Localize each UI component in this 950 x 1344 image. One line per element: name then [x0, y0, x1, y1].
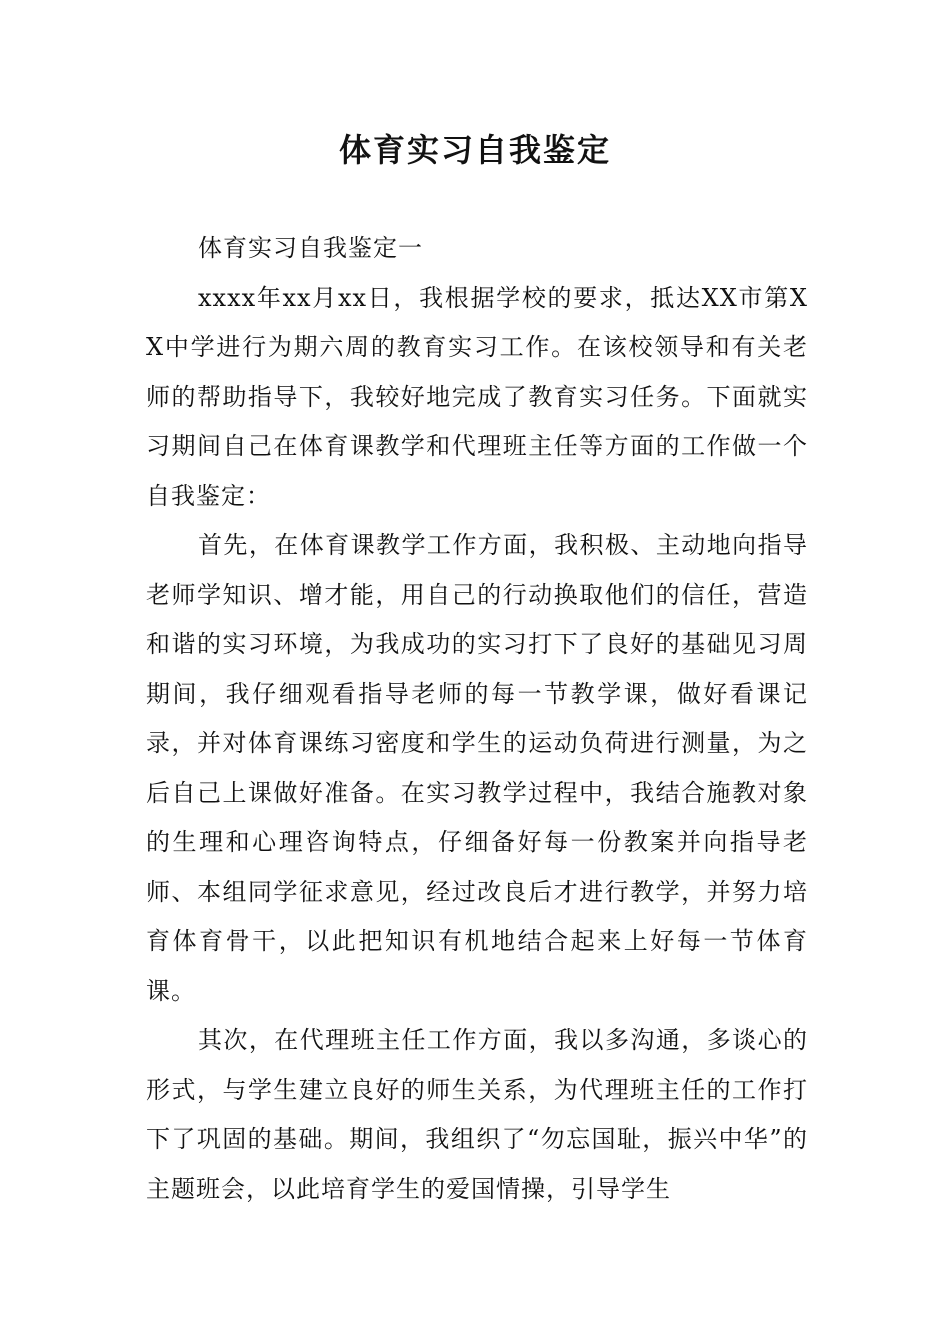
- paragraph-intro: xxxx年xx月xx日，我根据学校的要求，抵达XX市第XX中学进行为期六周的教育实习工作。在该校领导和有关老师的帮助指导下，我较好地完成了教育实习任务。下面就实习期间自己在体育课教学和代理班主任等方面的工作做一个自我鉴定：: [146, 283, 808, 510]
- paragraph-teaching: 首先，在体育课教学工作方面，我积极、主动地向指导老师学知识、增才能，用自己的行动换取他们的信任，营造和谐的实习环境，为我成功的实习打下了良好的基础见习周期间，我仔细观看指导老师的每一节教学课，做好看课记录，并对体育课练习密度和学生的运动负荷进行测量，为之后自己上课做好准备。在实习教学过程中，我结合施教对象的生理和心理咨询特点，仔细备好每一份教案并向指导老师、本组同学征求意见，经过改良后才进行教学，并努力培育体育骨干，以此把知识有机地结合起来上好每一节体育课。: [146, 531, 808, 1005]
- document-title: 体育实习自我鉴定: [338, 131, 611, 169]
- document-body: [146, 224, 808, 1214]
- paragraph-class-teacher: 其次，在代理班主任工作方面，我以多沟通，多谈心的形式，与学生建立良好的师生关系，为代理班主任的工作打下了巩固的基础。期间，我组织了“勿忘国耻，振兴中华”的主题班会，以此培育学生的爱国情操，引导学生: [146, 1026, 808, 1203]
- paragraph-heading: 体育实习自我鉴定一: [198, 234, 423, 262]
